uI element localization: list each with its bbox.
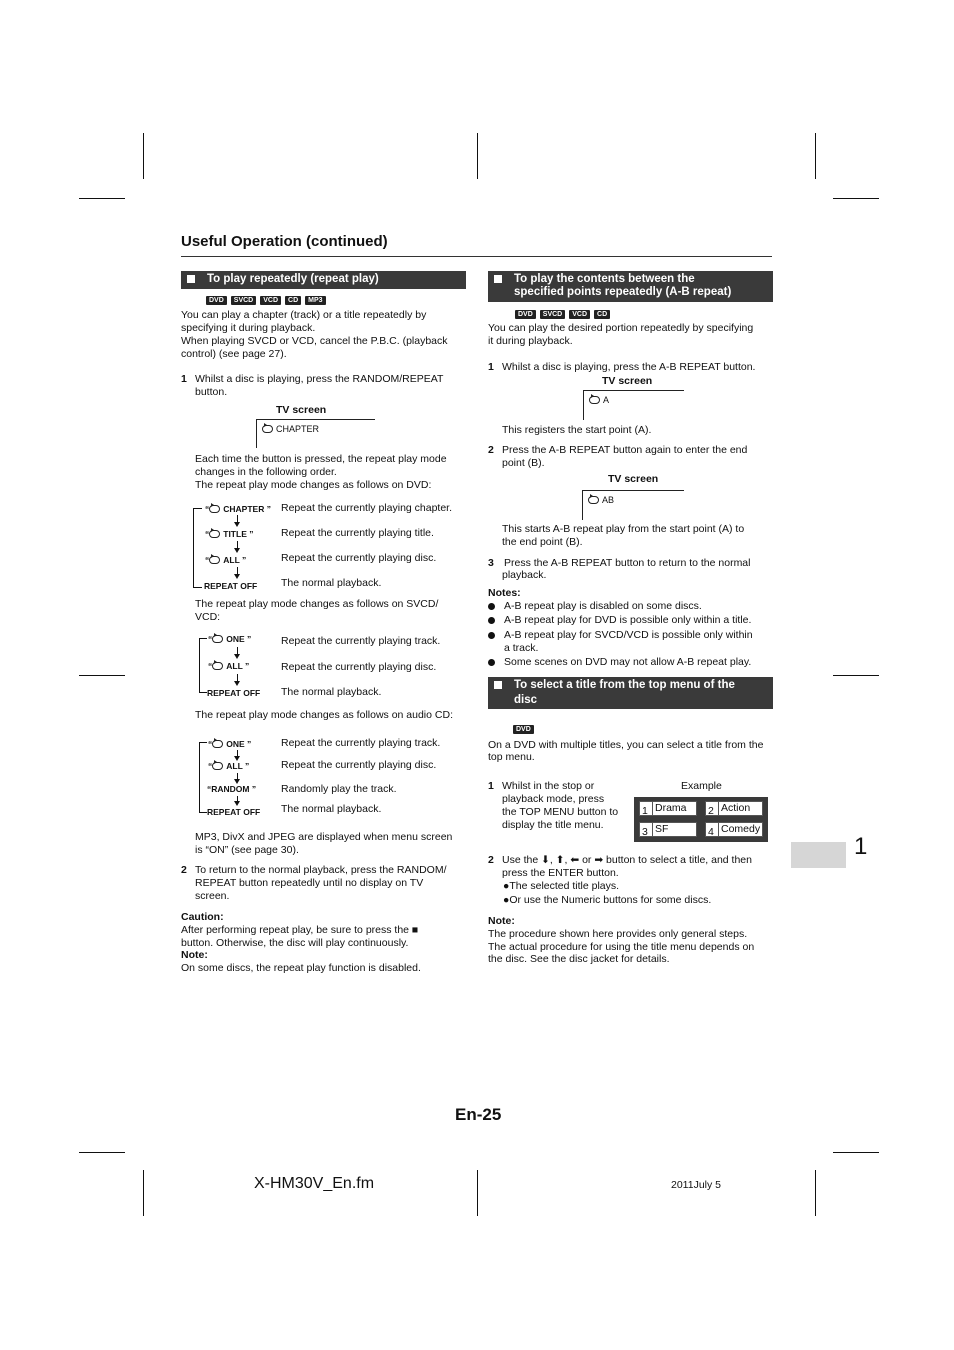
square-icon [494, 681, 502, 689]
repeat-icon [212, 740, 223, 748]
step-number: 3 [488, 557, 494, 569]
step-text: To return to the normal playback, press the RANDOM/ [195, 864, 447, 876]
body-text: You can play the desired portion repeatedly by specifying [488, 322, 754, 334]
mode-label: REPEAT OFF [207, 688, 261, 698]
note-text: A-B repeat play is disabled on some discs. [504, 600, 702, 612]
cell-number: 2 [708, 805, 714, 817]
mode-description: The normal playback. [281, 803, 382, 815]
step-text: Press the A-B REPEAT button again to enter the end [502, 444, 748, 456]
repeat-icon [212, 762, 223, 770]
down-arrow-icon [237, 796, 238, 802]
down-arrow-icon [237, 750, 238, 757]
mode-name: ONE [226, 739, 245, 749]
note-item [488, 629, 753, 642]
down-arrow-icon [237, 515, 238, 523]
repeat-icon [212, 662, 223, 670]
repeat-icon [209, 505, 220, 513]
down-arrow-icon [237, 567, 238, 575]
title-menu-cell [705, 822, 763, 837]
disc-badge: VCD [569, 310, 590, 319]
cell-number: 4 [708, 826, 714, 838]
note-text: the disc. See the disc jacket for details. [488, 953, 670, 965]
cell-number: 1 [642, 805, 648, 817]
repeat-icon [209, 530, 220, 538]
repeat-icon [209, 556, 220, 564]
note-item [488, 656, 751, 669]
down-arrow-icon [237, 773, 238, 780]
mode-description: Repeat the currently playing chapter. [281, 502, 453, 514]
note-item [488, 614, 751, 627]
tv-screen-box [256, 419, 375, 448]
crop-mark [833, 198, 879, 199]
note-text: A-B repeat play for SVCD/VCD is possible only within [504, 629, 753, 641]
down-arrow-icon [237, 541, 238, 549]
step-text: the TOP MENU button to [502, 806, 619, 818]
disc-badges [206, 296, 326, 305]
mode-label: “ ALL ” [208, 761, 250, 771]
bullet-icon [488, 659, 495, 666]
intro-line: When playing SVCD or VCD, cancel the P.B.C. (playback [181, 335, 448, 347]
section-heading-text: To select a title from the top menu of the [514, 679, 735, 691]
note-text: Some scenes on DVD may not allow A-B repeat play. [504, 656, 752, 668]
section-heading-repeat [181, 271, 466, 289]
body-text: The repeat play mode changes as follows on DVD: [195, 479, 432, 491]
disc-badge: DVD [513, 725, 534, 734]
body-text: VCD: [195, 611, 221, 623]
bullet-icon [488, 603, 495, 610]
tv-screen-label: TV screen [608, 473, 659, 485]
disc-badge: SVCD [231, 296, 256, 305]
body-text: The repeat play mode changes as follows on SVCD/ [195, 598, 439, 610]
caution-text: After performing repeat play, be sure to press the ■ [181, 924, 419, 936]
repeat-icon [589, 396, 600, 404]
cycle-loop-line [193, 508, 202, 588]
step-text: REPEAT button repeatedly until no display on TV [195, 877, 424, 889]
example-label: Example [681, 780, 722, 792]
cell-divider [652, 802, 653, 815]
mode-label: REPEAT OFF [207, 807, 261, 817]
title-menu-cell [705, 801, 763, 816]
disc-badge: DVD [515, 310, 536, 319]
step-number: 1 [181, 373, 187, 385]
print-date: 2011July 5 [671, 1179, 722, 1191]
crop-mark [815, 133, 816, 179]
square-icon [494, 275, 502, 283]
step-number: 1 [488, 780, 494, 792]
mode-label: “ TITLE ” [205, 529, 254, 539]
title-menu-cell [639, 801, 697, 816]
repeat-icon [262, 425, 273, 433]
down-arrow-icon [237, 674, 238, 682]
section-heading-text: To play the contents between the [514, 273, 695, 285]
mode-name: CHAPTER [223, 504, 265, 514]
body-text: On a DVD with multiple titles, you can select a title from the [488, 739, 764, 751]
chapter-tab [791, 842, 846, 868]
section-heading-top-menu [488, 677, 773, 709]
repeat-icon [212, 635, 223, 643]
cell-title: Drama [655, 802, 687, 814]
step-text: press the ENTER button. [502, 867, 619, 879]
step-text: Whilst a disc is playing, press the RANDOM/REPEAT [195, 373, 444, 385]
mode-description: Repeat the currently playing disc. [281, 759, 437, 771]
body-text: Each time the button is pressed, the repeat play mode [195, 453, 447, 465]
mode-name: ALL [226, 761, 243, 771]
mode-description: Repeat the currently playing track. [281, 737, 441, 749]
intro-line: specifying it during playback. [181, 322, 316, 334]
step-text: display the title menu. [502, 819, 604, 831]
body-text: it during playback. [488, 335, 573, 347]
crop-mark [477, 1170, 478, 1216]
step-number: 1 [488, 361, 494, 373]
cell-number: 3 [642, 826, 648, 838]
crop-mark [79, 675, 125, 676]
notes-label: Notes: [488, 587, 521, 599]
disc-badge: MP3 [305, 296, 325, 305]
mode-description: Repeat the currently playing disc. [281, 552, 437, 564]
crop-mark [143, 133, 144, 179]
tv-screen-text: A [603, 395, 610, 405]
file-name: X-HM30V_En.fm [254, 1175, 375, 1192]
note-label: Note: [488, 915, 515, 927]
disc-badge: CD [594, 310, 610, 319]
mode-label: REPEAT OFF [204, 581, 258, 591]
step-number: 2 [488, 854, 494, 866]
down-arrow-icon [237, 647, 238, 655]
mode-label: “ ONE ” [208, 634, 252, 644]
section-heading-text: disc [514, 694, 538, 706]
page-number: En-25 [455, 1105, 502, 1124]
cell-divider [718, 823, 719, 836]
note-text: The actual procedure for using the title menu depends on [488, 941, 755, 953]
cell-divider [718, 802, 719, 815]
tv-screen-label: TV screen [276, 404, 327, 416]
step-text: Whilst a disc is playing, press the A-B REPEAT button. [502, 361, 756, 373]
note-label: Note: [181, 949, 208, 961]
disc-badges [515, 310, 610, 319]
cell-divider [652, 823, 653, 836]
note-text: On some discs, the repeat play function is disabled. [181, 962, 421, 974]
mode-label: “ ALL ” [205, 555, 247, 565]
body-text: This registers the start point (A). [502, 424, 652, 436]
mode-name: ALL [226, 661, 243, 671]
step-number: 2 [181, 864, 187, 876]
mode-label: “ ALL ” [208, 661, 250, 671]
body-text: top menu. [488, 751, 535, 763]
title-menu-cell [639, 822, 697, 837]
title-menu-example [634, 797, 768, 842]
mode-name: ONE [226, 634, 245, 644]
crop-mark [79, 198, 125, 199]
disc-badge: SVCD [540, 310, 565, 319]
step-text: Whilst in the stop or [502, 780, 595, 792]
body-text: the end point (B). [502, 536, 583, 548]
crop-mark [79, 1152, 125, 1153]
tv-screen-box [583, 390, 684, 420]
tv-screen-box [582, 490, 684, 520]
step-text: point (B). [502, 457, 545, 469]
body-text: This starts A-B repeat play from the start point (A) to [502, 523, 745, 535]
mode-description: Randomly play the track. [281, 783, 397, 795]
crop-mark [477, 133, 478, 179]
page-title: Useful Operation (continued) [181, 233, 388, 250]
step-bullet: ●The selected title plays. [503, 880, 620, 892]
body-text: MP3, DivX and JPEG are displayed when menu screen [195, 831, 453, 843]
crop-mark [833, 675, 879, 676]
note-text: A-B repeat play for DVD is possible only within a title. [504, 614, 752, 626]
section-heading-ab-repeat [488, 271, 773, 302]
body-text: The repeat play mode changes as follows on audio CD: [195, 709, 453, 721]
disc-badge: CD [285, 296, 301, 305]
intro-line: You can play a chapter (track) or a title repeatedly by [181, 309, 427, 321]
chapter-number: 1 [854, 833, 868, 860]
step-bullet: ●Or use the Numeric buttons for some discs. [503, 894, 712, 906]
mode-label: “ ONE ” [208, 739, 252, 749]
body-text: is “ON” (see page 30). [195, 844, 299, 856]
mode-name: ALL [223, 555, 240, 565]
mode-name: RANDOM [211, 784, 250, 794]
bullet-icon [488, 617, 495, 624]
tv-screen-text: AB [602, 495, 615, 505]
note-text: a track. [504, 642, 539, 654]
mode-description: Repeat the currently playing track. [281, 635, 441, 647]
mode-description: The normal playback. [281, 577, 382, 589]
cell-title: SF [655, 823, 669, 835]
square-icon [187, 275, 195, 283]
step-text: playback mode, press [502, 793, 605, 805]
step-number: 2 [488, 444, 494, 456]
mode-label: “ CHAPTER ” [205, 504, 271, 514]
mode-description: The normal playback. [281, 686, 382, 698]
step-text: button. [195, 386, 228, 398]
caution-label: Caution: [181, 911, 224, 923]
repeat-icon [588, 496, 599, 504]
disc-badge: VCD [260, 296, 281, 305]
cell-title: Comedy [721, 823, 761, 835]
tv-screen-text: CHAPTER [276, 424, 320, 434]
crop-mark [833, 1152, 879, 1153]
mode-description: Repeat the currently playing title. [281, 527, 434, 539]
section-heading-text: To play repeatedly (repeat play) [207, 273, 379, 285]
title-rule [181, 256, 772, 257]
crop-mark [143, 1170, 144, 1216]
note-text: The procedure shown here provides only general steps. [488, 928, 748, 940]
note-item [488, 600, 702, 613]
disc-badges [513, 725, 534, 734]
mode-description: Repeat the currently playing disc. [281, 661, 437, 673]
mode-label: “RANDOM ” [207, 784, 257, 794]
step-text: Use the ⬇, ⬆, ⬅ or ➡ button to select a title, and then [502, 854, 752, 866]
cell-title: Action [721, 802, 751, 814]
caution-text: button. Otherwise, the disc will play continuously. [181, 937, 409, 949]
section-heading-text: specified points repeatedly (A-B repeat) [514, 286, 732, 298]
intro-line: control) (see page 27). [181, 348, 287, 360]
bullet-icon [488, 632, 495, 639]
disc-badge: DVD [206, 296, 227, 305]
cycle-loop-line [199, 638, 207, 693]
crop-mark [815, 1170, 816, 1216]
step-text: screen. [195, 890, 230, 902]
tv-screen-label: TV screen [602, 375, 653, 387]
body-text: changes in the following order. [195, 466, 337, 478]
step-text: playback. [502, 569, 547, 581]
cycle-loop-line [199, 742, 207, 813]
step-text: Press the A-B REPEAT button to return to the normal [504, 557, 751, 569]
mode-name: TITLE [223, 529, 247, 539]
